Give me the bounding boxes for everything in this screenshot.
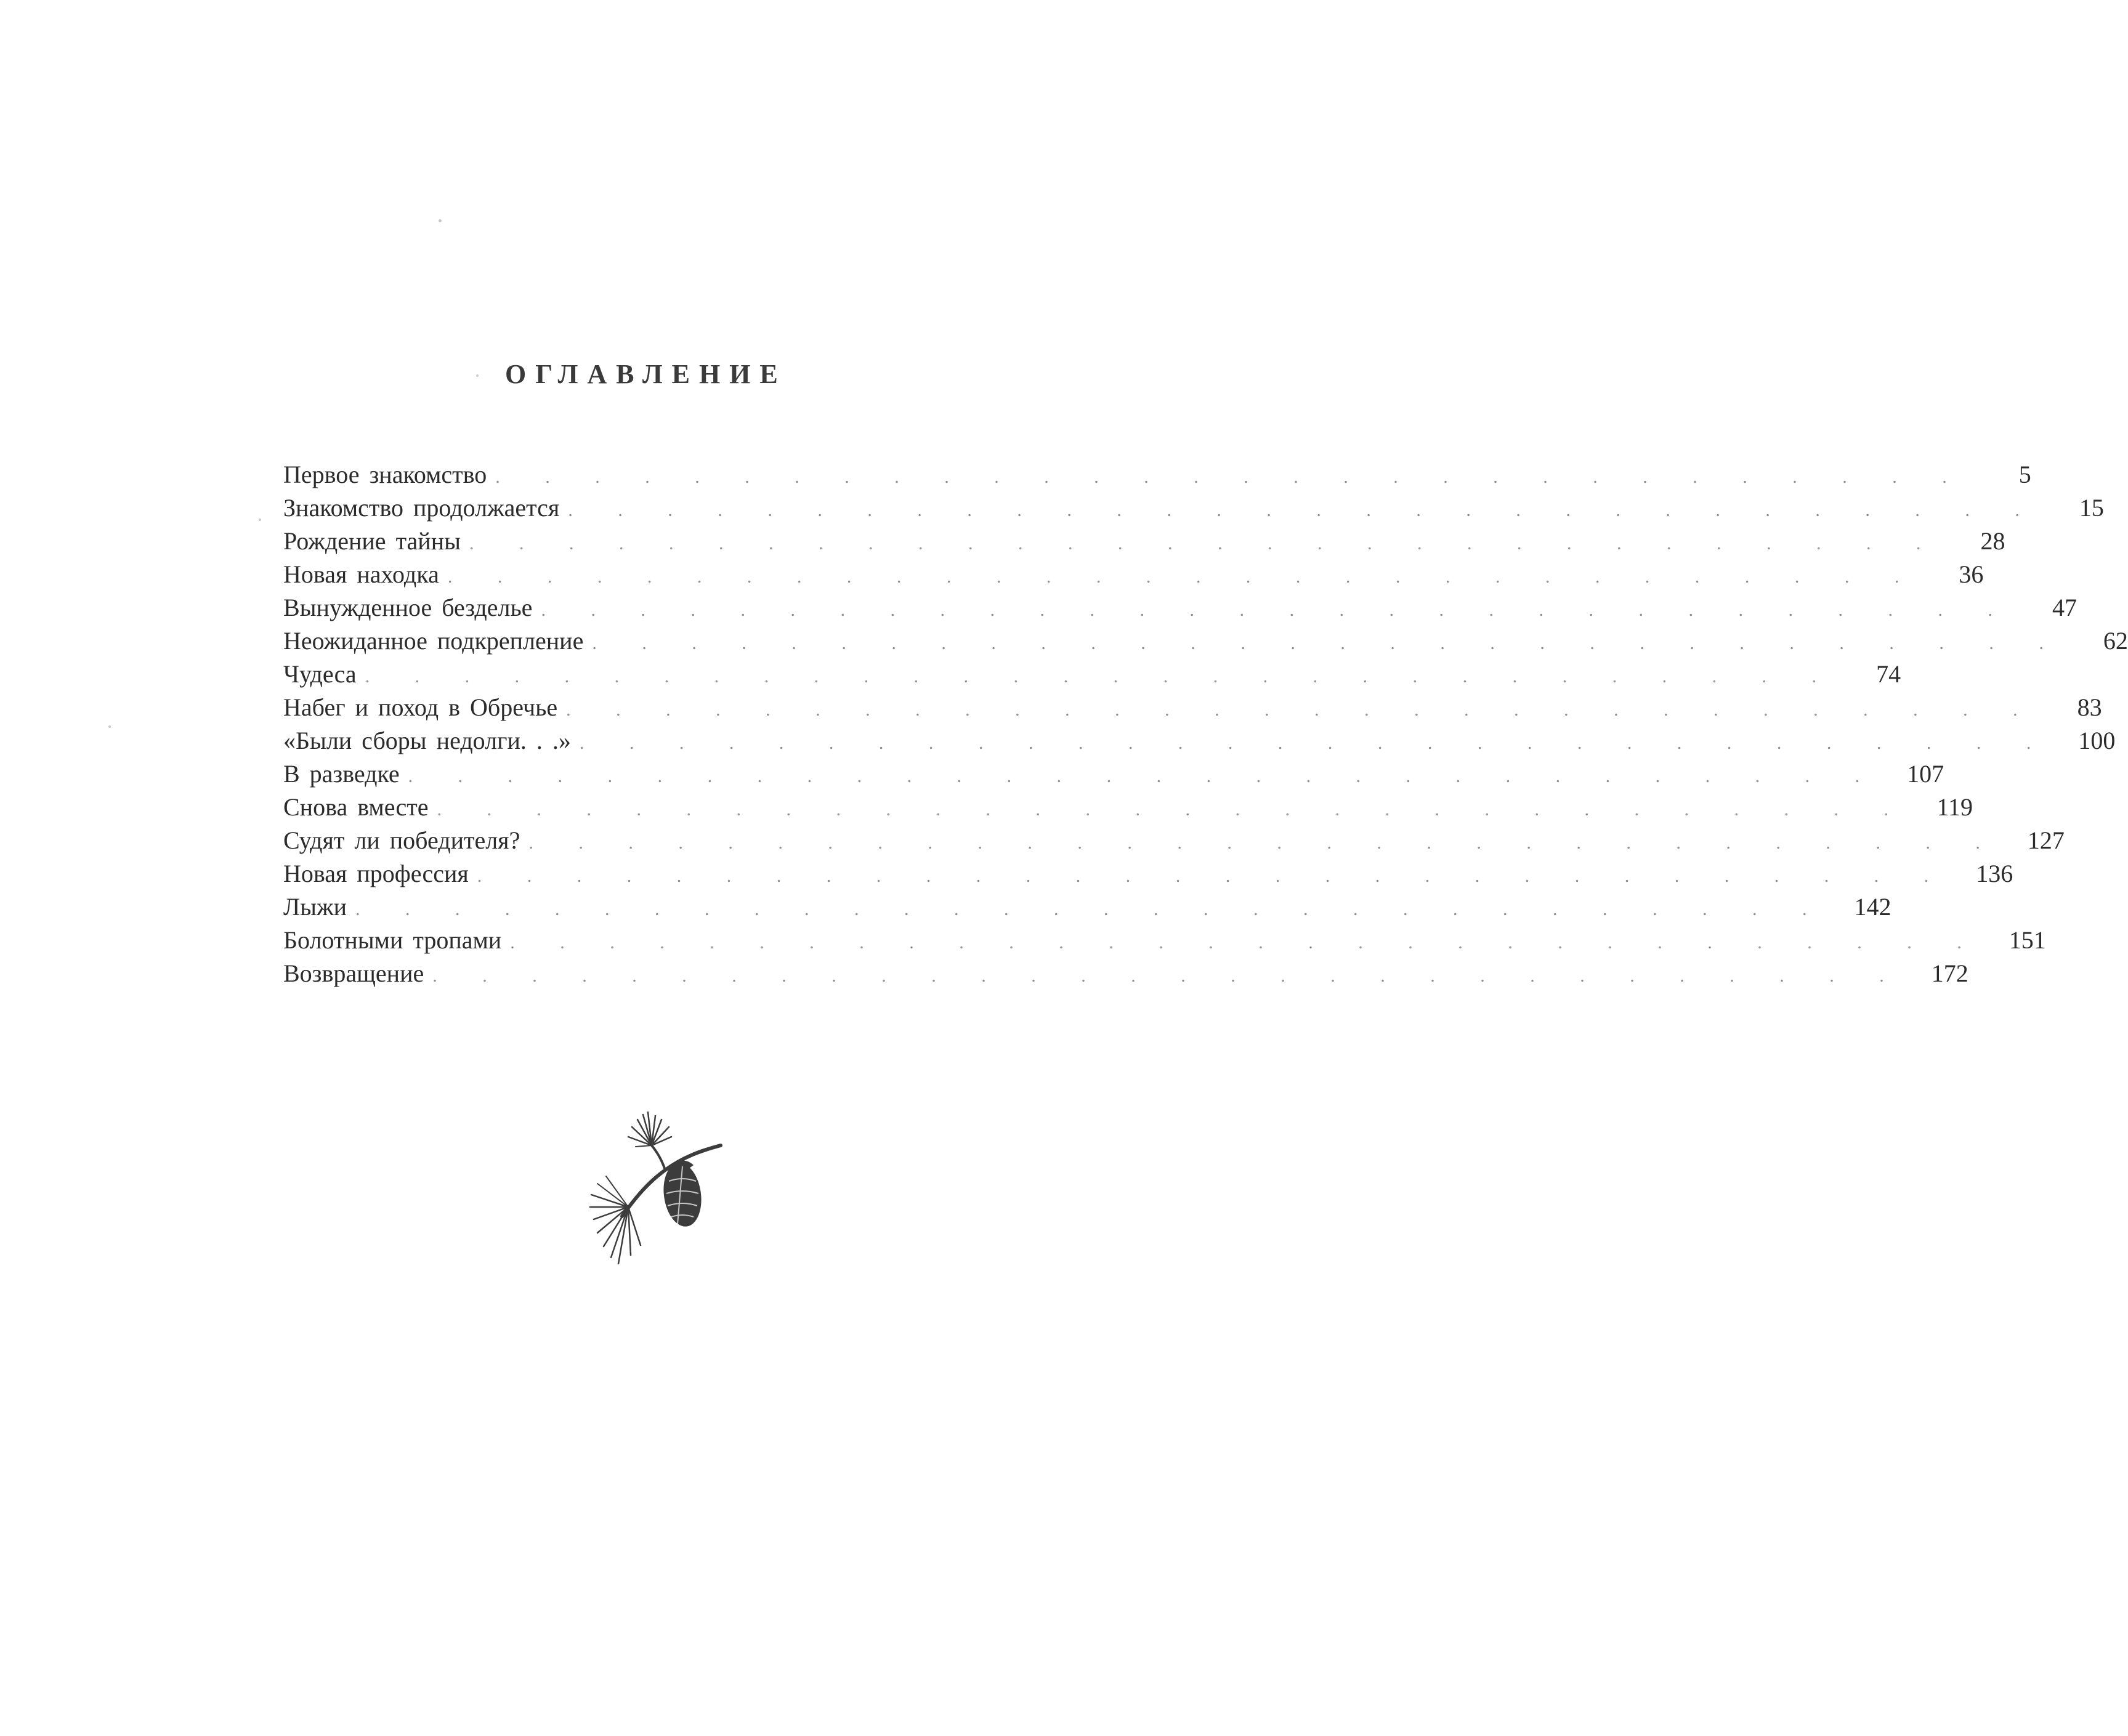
toc-entry-title: Новая профессия bbox=[283, 857, 477, 890]
toc-entry-page: 107 bbox=[1888, 757, 1944, 791]
toc-entry-page: 5 bbox=[1976, 458, 2031, 491]
toc-entry-title: Возвращение bbox=[283, 957, 432, 990]
scan-speck bbox=[439, 219, 442, 222]
toc-entry-title: Судят ли победителя? bbox=[283, 824, 528, 857]
toc-entry-title: Первое знакомство bbox=[283, 458, 495, 491]
toc-entry-title: Лыжи bbox=[283, 890, 355, 924]
toc-entry[interactable] bbox=[283, 824, 2065, 857]
toc-entry-title: «Были сборы недолги. . .» bbox=[283, 724, 580, 757]
toc-entry[interactable] bbox=[283, 857, 2013, 890]
toc-entry[interactable] bbox=[283, 624, 2128, 658]
dot-leader: . . . . . . . . . . . . . . . . . . . . . . . . . . . . . . bbox=[541, 600, 2013, 620]
scan-speck bbox=[476, 374, 479, 377]
dot-leader: . . . . . . . . . . . . . . . . . . . . . . . . . . . . . . bbox=[495, 467, 1967, 487]
toc-entry[interactable] bbox=[283, 558, 1984, 591]
dot-leader: . . . . . . . . . . . . . . . . . . . . . . . . . . . . . . bbox=[355, 899, 1827, 919]
toc-entry[interactable] bbox=[283, 757, 1944, 791]
scan-speck bbox=[108, 725, 111, 728]
dot-leader: . . . . . . . . . . . . . . . . . . . . . . . . . . . . . . bbox=[408, 766, 1880, 786]
toc-entry[interactable] bbox=[283, 924, 2046, 957]
page-title: ОГЛАВЛЕНИЕ bbox=[505, 359, 787, 389]
dot-leader: . . . . . . . . . . . . . . . . . . . . . . . . . . . . . . bbox=[579, 733, 2052, 753]
dot-leader: . . . . . . . . . . . . . . . . . . . . . . . . . . . . . . bbox=[568, 500, 2040, 520]
toc-entry-page: 172 bbox=[1913, 957, 1968, 990]
scan-speck bbox=[259, 519, 261, 521]
toc-entry[interactable] bbox=[283, 957, 1968, 990]
toc-entry-title: Рождение тайны bbox=[283, 525, 469, 558]
toc-entry-title: Неожиданное подкрепление bbox=[283, 624, 592, 658]
dot-leader: . . . . . . . . . . . . . . . . . . . . . . . . . . . . . . bbox=[566, 700, 2038, 720]
toc-entry[interactable] bbox=[283, 691, 2102, 724]
toc-entry[interactable] bbox=[283, 591, 2077, 624]
dot-leader: . . . . . . . . . . . . . . . . . . . . . . . . . . . . . . bbox=[469, 533, 1941, 554]
toc-entry[interactable] bbox=[283, 658, 1901, 691]
toc-entry[interactable] bbox=[283, 525, 2005, 558]
dot-leader: . . . . . . . . . . . . . . . . . . . . . . . . . . . . . . bbox=[447, 567, 1920, 587]
toc-entry-page: 47 bbox=[2021, 591, 2077, 624]
toc-entry-title: Набег и поход в Обречье bbox=[283, 691, 566, 724]
toc-entry[interactable] bbox=[283, 791, 1973, 824]
pine-cone-branch-icon bbox=[579, 1102, 739, 1269]
toc-entry-page: 136 bbox=[1957, 857, 2013, 890]
toc-entry-page: 28 bbox=[1949, 525, 2005, 558]
toc-entry-title: Чудеса bbox=[283, 658, 365, 691]
toc-entry[interactable] bbox=[283, 724, 2116, 757]
toc-entry-page: 36 bbox=[1928, 558, 1983, 591]
toc-entry-title: Болотными тропами bbox=[283, 924, 510, 957]
toc-entry[interactable] bbox=[283, 491, 2104, 525]
toc-entry-title: Новая находка bbox=[283, 558, 448, 591]
toc-entry-page: 62 bbox=[2073, 624, 2128, 658]
toc-entry-page: 83 bbox=[2047, 691, 2102, 724]
toc-entry-page: 119 bbox=[1917, 791, 1973, 824]
table-of-contents bbox=[283, 458, 2128, 990]
toc-entry-page: 127 bbox=[2009, 824, 2065, 857]
dot-leader: . . . . . . . . . . . . . . . . . . . . . . . . . . . . . . bbox=[528, 833, 2001, 853]
dot-leader: . . . . . . . . . . . . . . . . . . . . . . . . . . . . . . bbox=[365, 666, 1837, 687]
toc-entry-page: 100 bbox=[2060, 724, 2115, 757]
dot-leader: . . . . . . . . . . . . . . . . . . . . . . . . . . . . . . bbox=[510, 932, 1982, 953]
toc-entry[interactable] bbox=[283, 458, 2031, 491]
toc-entry-page: 142 bbox=[1836, 890, 1891, 924]
toc-entry-title: В разведке bbox=[283, 757, 408, 791]
dot-leader: . . . . . . . . . . . . . . . . . . . . . . . . . . . . . . bbox=[592, 633, 2064, 653]
dot-leader: . . . . . . . . . . . . . . . . . . . . . . . . . . . . . . bbox=[432, 966, 1904, 986]
toc-entry[interactable] bbox=[283, 890, 1891, 924]
toc-entry-title: Знакомство продолжается bbox=[283, 491, 568, 525]
toc-entry-page: 151 bbox=[1991, 924, 2046, 957]
toc-entry-title: Снова вместе bbox=[283, 791, 437, 824]
toc-entry-page: 74 bbox=[1845, 658, 1901, 691]
toc-entry-page: 15 bbox=[2049, 491, 2104, 525]
toc-entry-title: Вынужденное безделье bbox=[283, 591, 541, 624]
dot-leader: . . . . . . . . . . . . . . . . . . . . . . . . . . . . . . bbox=[437, 799, 1909, 820]
dot-leader: . . . . . . . . . . . . . . . . . . . . . . . . . . . . . . bbox=[477, 866, 1949, 886]
